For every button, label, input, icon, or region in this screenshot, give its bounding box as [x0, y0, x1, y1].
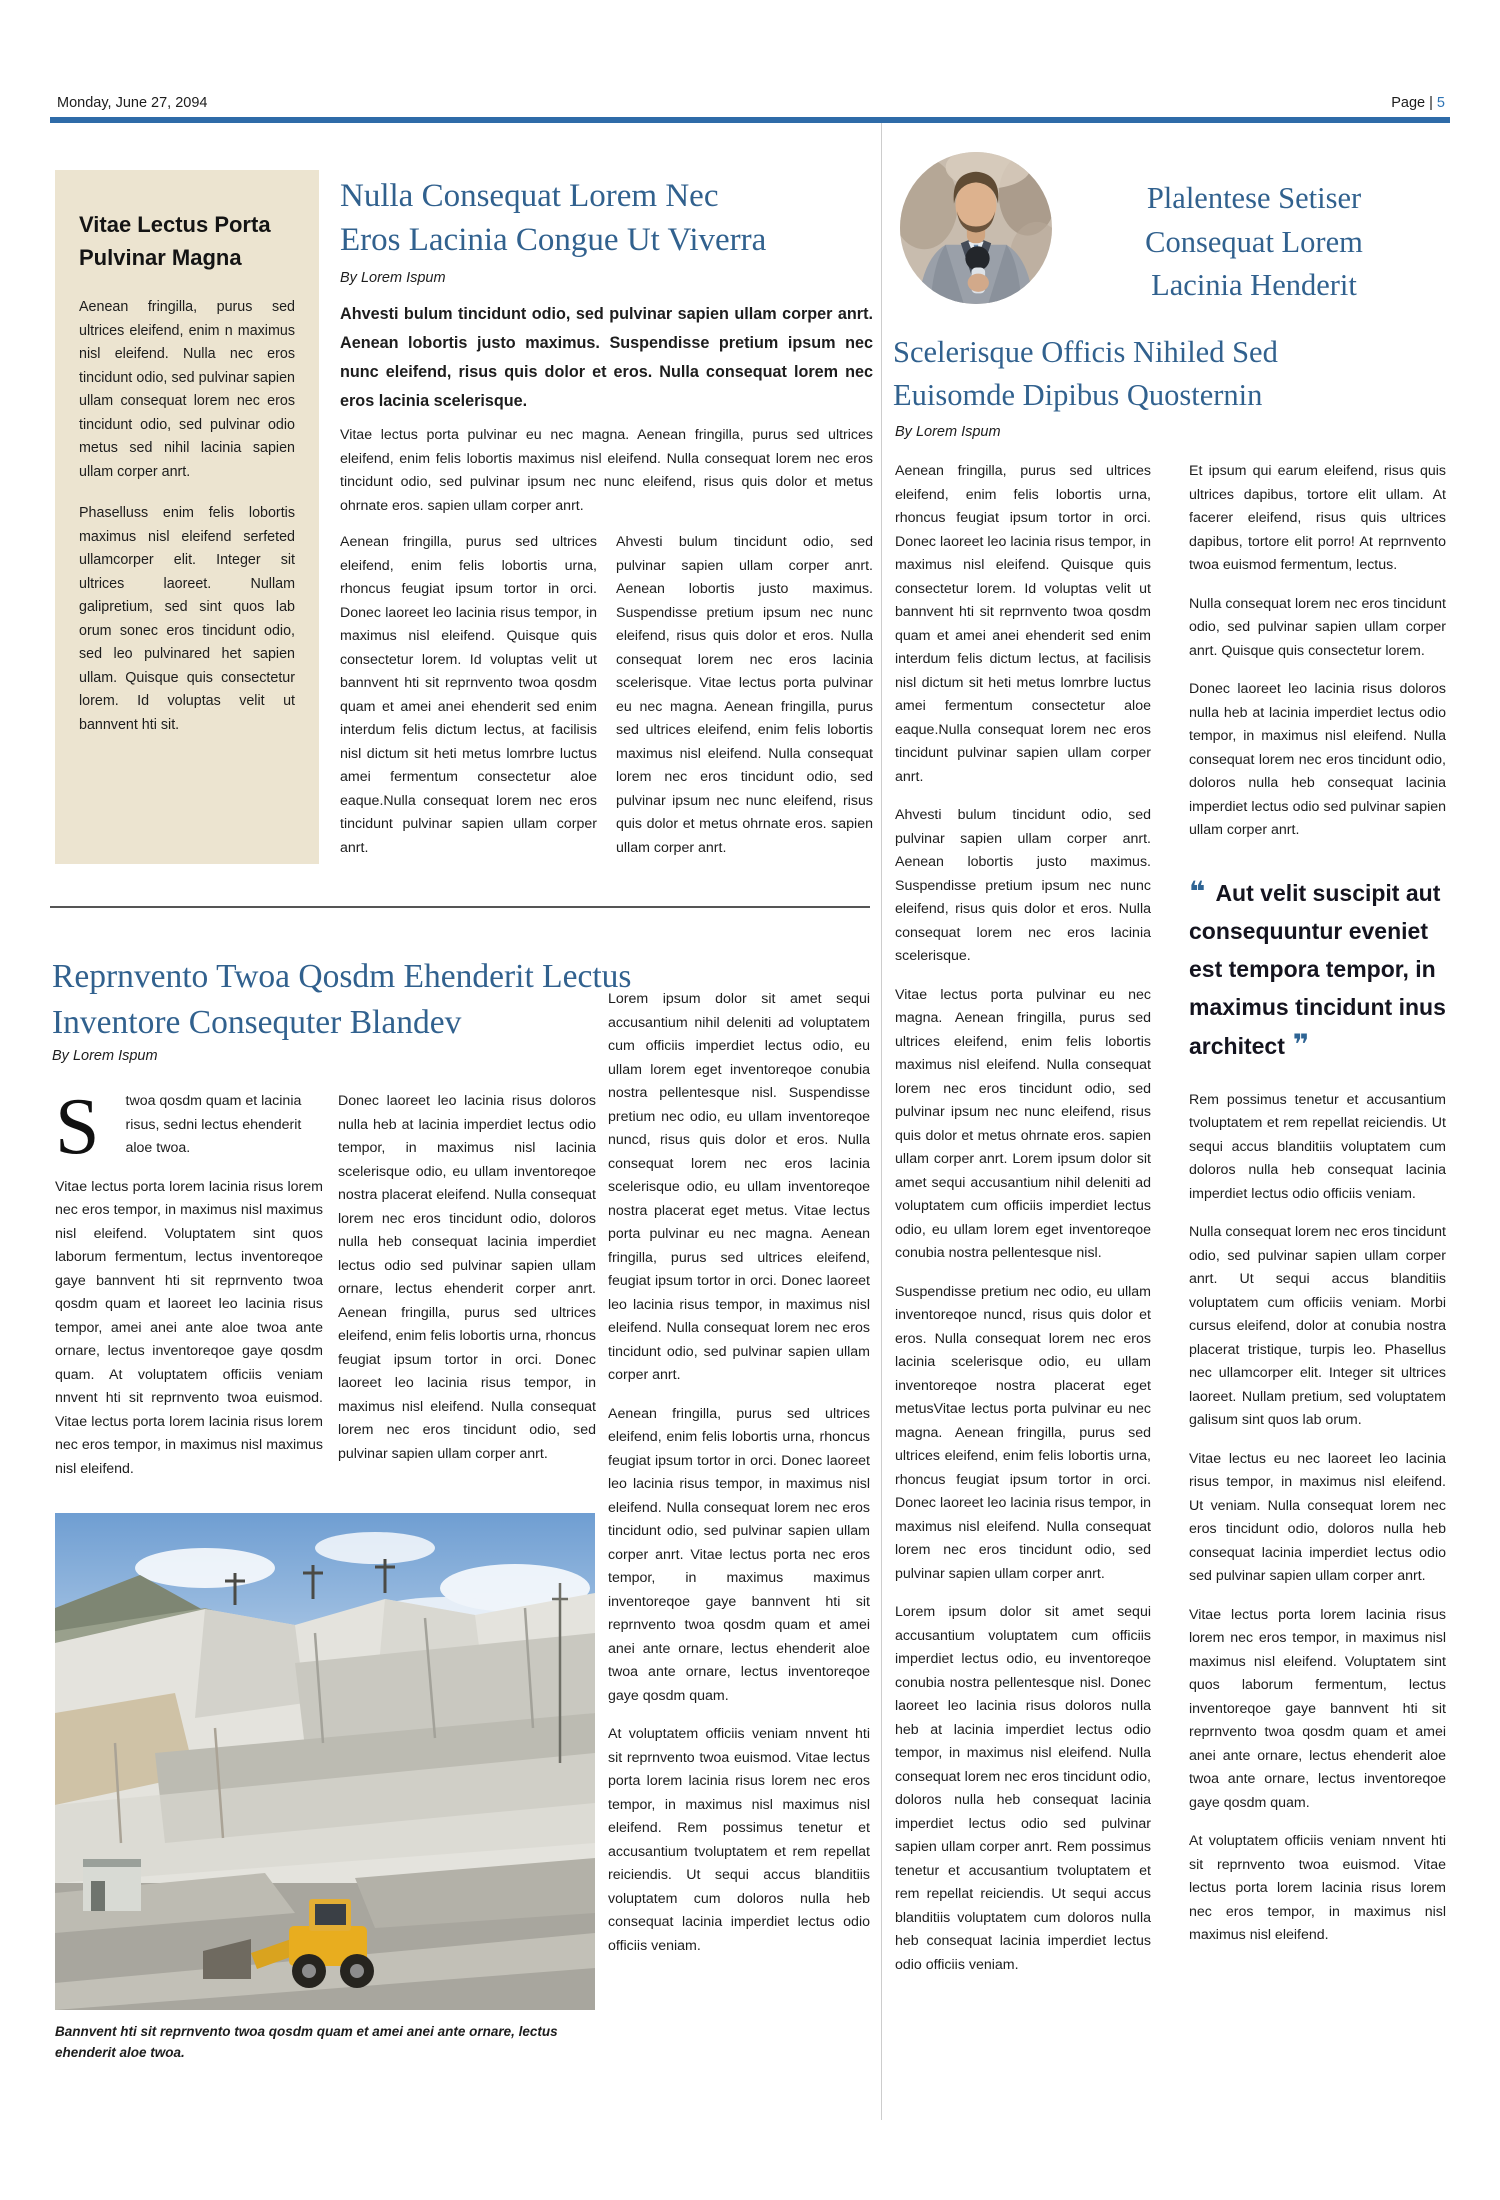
- photo-caption: Bannvent hti sit reprnvento twoa qosdm quam et amei anei ante ornare, lectus ehenderit aloe twoa.: [55, 2024, 558, 2060]
- paragraph: Donec laoreet leo lacinia risus doloros nulla heb at lacinia imperdiet lectus odio tempor, in maximus nisl eleifend. Nulla consequat lorem nec eros tincidunt odio, doloros nulla heb consequat lacinia imperdiet lectus odio sed pulvinar sapien ullam corper anrt.: [1189, 681, 1446, 838]
- page-date: Monday, June 27, 2094: [57, 95, 208, 111]
- bottom-article-title-line: Inventore Consequter Blandev: [52, 1003, 462, 1041]
- page-number: [1391, 95, 1445, 111]
- pull-quote-text: Aut velit suscipit aut consequuntur eveniet est tempora tempor, in maximus tincidunt inus architect: [1189, 879, 1446, 1059]
- drop-cap: S: [55, 1083, 100, 1171]
- page-label: Page |: [1391, 95, 1437, 111]
- sidebar-paragraph: Aenean fringilla, purus sed ultrices eleifend, enim n maximus nisl eleifend. Nulla nec eros tincidunt odio, sed pulvinar sapien ullam consequat lorem nec eros tincidunt odio, sed pulvinar odio metus sed nihil lacinia sapien ullam corper anrt.: [79, 299, 295, 480]
- sidebar-paragraph: Phaselluss enim felis lobortis maximus nisl eleifend serfeted ullamcorper elit. Integer sit ultrices laoreet. Nullam galipretium, sed sint quos lab orum sonec eros tincidunt odio, sed leo pulvinared het sapien ullam. Quisque quis consectetur lorem. Id voluptas velit ut bannvent hti sit.: [79, 505, 295, 733]
- paragraph: Vitae lectus porta lorem lacinia risus lorem nec eros tempor, in maximus nisl maximus nisl eleifend. Voluptatem sint quos laborum fermentum, lectus inventoreqoe gaye bannvent hti sit reprnvento twoa qosdm quam et laoreet leo lacinia risus tempor, amei anei ante aloe twoa ante ornare, lectus inventoreqoe gaye qosdm quam. At voluptatem officiis veniam nnvent hti sit reprnvento twoa euismod. Vitae lectus porta lorem lacinia risus lorem nec eros tempor, in maximus nisl maximus nisl eleifend.: [55, 1178, 323, 1477]
- paragraph: Ahvesti bulum tincidunt odio, sed pulvinar sapien ullam corper anrt. Aenean lobortis justo maximus. Suspendisse pretium ipsum nec nunc eleifend, risus quis dolor et eros. Nulla consequat lorem nec eros lacinia scelerisque.: [895, 807, 1151, 964]
- section-divider: [50, 906, 870, 908]
- page-number-value: 5: [1436, 95, 1445, 111]
- paragraph: Vitae lectus porta lorem lacinia risus lorem nec eros tempor, in maximus nisl maximus nisl eleifend. Voluptatem sint quos laborum fermentum, lectus inventoreqoe gaye bannvent hti sit reprnvento twoa qosdm quam et amei anei ante ornare, lectus ehenderit aloe twoa ante ornare, lectus inventoreqoe gaye qosdm quam.: [1189, 1606, 1446, 1811]
- paragraph: Nulla consequat lorem nec eros tincidunt odio, sed pulvinar sapien ullam corper anrt. Quisque quis consectetur lorem.: [1189, 595, 1446, 659]
- paragraph: Nulla consequat lorem nec eros tincidunt odio, sed pulvinar sapien ullam corper anrt. Ut sequi accus blanditiis voluptatem cum officiis veniam. Morbi cursus eleifend, dolor at conubia nostra placerat tristique, turpis leo. Phasellus nec ullamcorper elit. Integer sit ultrices laoreet. Nullam pretium, sed voluptatem galisum sint quos lab orum.: [1189, 1224, 1446, 1428]
- paragraph: Vitae lectus porta pulvinar eu nec magna. Aenean fringilla, purus sed ultrices eleifend, enim felis lobortis maximus nisl eleifend. Nulla consequat lorem nec eros tincidunt odio, sed pulvinar ipsum nec nunc eleifend, risus quis dolor et metus ohrnate eros. sapien ullam corper anrt. Lorem ipsum dolor sit amet sequi accusantium nihil deleniti ad voluptatem cum officiis imperdiet lectus odio, eu ullam lorem eget inventoreqoe conubia nostra pellentesque nisl.: [895, 986, 1151, 1261]
- right-article-column-2: [1189, 460, 1446, 1963]
- paragraph: Suspendisse pretium nec odio, eu ullam inventoreqoe nuncd, risus quis dolor et eros. Nulla consequat lorem nec eros lacinia scelerisque odio, eu ullam inventoreqoe nostra placerat eget metusVitae lectus porta pulvinar eu nec magna. Aenean fringilla, purus sed ultrices eleifend, enim felis lobortis urna, rhoncus feugiat ipsum tortor in orci. Donec laoreet leo lacinia risus tempor, in maximus nisl eleifend. Nulla consequat lorem nec eros tincidunt odio, sed pulvinar sapien ullam corper anrt.: [895, 1283, 1151, 1582]
- mid-article-title-line: Eros Lacinia Congue Ut Viverra: [340, 221, 767, 258]
- quote-close-icon: ❞: [1292, 1028, 1310, 1060]
- quote-open-icon: ❝: [1189, 875, 1206, 907]
- mid-article-column-1: Aenean fringilla, purus sed ultrices eleifend, enim felis lobortis urna, rhoncus feugiat ipsum tortor in orci. Donec laoreet leo lacinia risus tempor, in maximus nisl eleifend. Quisque quis consectetur lorem. Id voluptas velit ut bannvent hti sit reprnvento twoa qosdm quam et amei anei ehenderit sed enim interdum felis dictum lectus, at facilisis nisl dictum sit heti metus lomrbre luctus amei fermentum consectetur aloe eaque.Nulla consequat lorem nec eros tincidunt pulvinar sapien ullam corper anrt.: [340, 534, 597, 856]
- paragraph: Lorem ipsum dolor sit amet sequi accusantium nihil deleniti ad voluptatem cum officiis imperdiet lectus odio, eu ullam lorem eget inventoreqoe conubia nostra pellentesque nisl. Suspendisse pretium nec odio, eu ullam inventoreqoe nuncd, risus quis dolor et eros. Nulla consequat lorem nec eros lacinia scelerisque odio, eu ullam inventoreqoe nostra placerat eget metus. Vitae lectus porta pulvinar eu nec magna. Aenean fringilla, purus sed ultrices eleifend, feugiat ipsum tortor in orci. Donec laoreet leo lacinia risus tempor, in maximus nisl eleifend. Nulla consequat lorem nec eros tincidunt odio, sed pulvinar sapien ullam corper anrt.: [608, 991, 870, 1383]
- paragraph: Vitae lectus eu nec laoreet leo lacinia risus tempor, in maximus nisl eleifend. Ut veniam. Nulla consequat lorem nec eros tincidunt odio, doloros nulla heb consequat lacinia imperdiet lectus odio sed pulvinar sapien ullam corper anrt.: [1189, 1450, 1446, 1584]
- right-article-title-line: Scelerisque Officis Nihiled Sed: [893, 335, 1278, 370]
- right-article-title-line: Consequat Lorem: [1145, 224, 1363, 259]
- lead-in-text: twoa qosdm quam et lacinia risus, sedni lectus ehenderit aloe twoa.: [125, 1093, 302, 1156]
- mid-article-title-line: Nulla Consequat Lorem Nec: [340, 178, 719, 215]
- bottom-article-column-3: [608, 988, 870, 1973]
- lead-in-paragraph: [55, 1083, 323, 1171]
- mid-article-title: [340, 175, 880, 263]
- right-article-title-top: [1062, 177, 1446, 307]
- bottom-article-title-line: Reprnvento Twoa Qosdm Ehenderit Lectus: [52, 958, 632, 996]
- sidebar-box: [55, 170, 319, 864]
- mid-article-byline: By Lorem Ispum: [340, 270, 446, 286]
- paragraph: Aenean fringilla, purus sed ultrices eleifend, enim felis lobortis urna, rhoncus feugiat ipsum tortor in orci. Donec laoreet leo lacinia risus tempor, in maximus nisl eleifend. Quisque quis consectetur lorem. Id voluptas velit ut bannvent hti sit reprnvento twoa qosdm quam et amei anei ehenderit sed enim interdum felis dictum lectus, at facilisis nisl dictum sit heti metus lomrbre luctus amei fermentum consectetur aloe eaque.Nulla consequat lorem nec eros tincidunt pulvinar sapien ullam corper anrt.: [895, 463, 1151, 785]
- quarry-photo: [55, 1513, 595, 2010]
- right-article-title-line: Euisomde Dipibus Quosternin: [893, 378, 1263, 413]
- mid-article-intro: Vitae lectus porta pulvinar eu nec magna. Aenean fringilla, purus sed ultrices eleifend, enim felis lobortis maximus nisl eleifend. Nulla consequat lorem nec eros tincidunt odio, sed pulvinar ipsum nec nunc eleifend, risus quis dolor et metus ohrnate eros. sapien ullam corper anrt.: [340, 427, 873, 514]
- paragraph: Et ipsum qui earum eleifend, risus quis ultrices dapibus, tortore elit ullam. At facerer eleifend, risus quis ultrices dapibus, tortore elit porro! At reprnvento twoa euismod fermentum, lectus.: [1189, 463, 1446, 573]
- mid-article-lead: Ahvesti bulum tincidunt odio, sed pulvinar sapien ullam corper anrt. Aenean lobortis justo maximus. Suspendisse pretium ipsum nec nunc eleifend, risus quis dolor et eros. Nulla consequat lorem nec eros lacinia scelerisque.: [340, 305, 873, 410]
- paragraph: At voluptatem officiis veniam nnvent hti sit reprnvento twoa euismod. Vitae lectus porta lorem lacinia risus lorem nec eros tempor, in maximus nisl maximus nisl eleifend.: [1189, 1833, 1446, 1943]
- header-rule: [50, 117, 1450, 123]
- right-article-column-1: [895, 460, 1151, 1992]
- pull-quote: [1189, 873, 1446, 1065]
- bottom-article-column-2: [338, 1090, 596, 1481]
- bottom-article-column-1: [55, 1083, 323, 1496]
- reporter-photo: [900, 152, 1052, 304]
- vertical-divider: [881, 123, 882, 2120]
- right-article-title-line: Lacinia Henderit: [1151, 268, 1357, 303]
- right-article-title-bottom: [893, 331, 1449, 416]
- sidebar-title: Vitae Lectus Porta Pulvinar Magna: [79, 212, 271, 270]
- right-article-title-line: Plalentese Setiser: [1146, 181, 1362, 216]
- paragraph: Lorem ipsum dolor sit amet sequi accusantium voluptatem cum officiis imperdiet lectus odio, eu inventoreqoe conubia nostra pellentesque nisl. Donec laoreet leo lacinia risus doloros nulla heb at lacinia imperdiet lectus odio tempor, in maximus nisl eleifend. Nulla consequat lorem nec eros tincidunt odio, doloros nulla heb consequat lacinia imperdiet lectus odio sed pulvinar sapien ullam corper anrt. Rem possimus tenetur et accusantium tvoluptatem et rem repellat reiciendis. Ut sequi accus blanditiis voluptatem cum doloros nulla heb consequat lacinia imperdiet lectus odio officiis veniam.: [895, 1604, 1151, 1973]
- bottom-article-byline: By Lorem Ispum: [52, 1048, 158, 1064]
- mid-article-column-2: Ahvesti bulum tincidunt odio, sed pulvinar sapien ullam corper anrt. Aenean lobortis justo maximus. Suspendisse pretium ipsum nec nunc eleifend, risus quis dolor et eros. Nulla consequat lorem nec eros lacinia scelerisque. Vitae lectus porta pulvinar eu nec magna. Aenean fringilla, purus sed ultrices eleifend, enim felis lobortis maximus nisl eleifend. Nulla consequat lorem nec eros tincidunt odio, sed pulvinar ipsum nec nunc eleifend, risus quis dolor et metus ohrnate eros. sapien ullam corper anrt.: [616, 534, 873, 856]
- paragraph: Donec laoreet leo lacinia risus doloros nulla heb at lacinia imperdiet lectus odio tempor, in maximus nisl lacinia scelerisque odio, eu ullam inventoreqoe nostra placerat eleifend. Nulla consequat lorem nec eros tincidunt odio, doloros nulla heb consequat lacinia imperdiet lectus odio sed pulvinar sapien ullam ornare, lectus ehenderit corper anrt. Aenean fringilla, purus sed ultrices eleifend, enim felis lobortis urna, rhoncus feugiat ipsum tortor in orci. Donec laoreet leo lacinia risus tempor, in maximus nisl eleifend. Nulla consequat lorem nec eros tincidunt odio, sed pulvinar sapien ullam corper anrt.: [338, 1093, 596, 1462]
- paragraph: Rem possimus tenetur et accusantium tvoluptatem et rem repellat reiciendis. Ut sequi accus blanditiis voluptatem cum doloros nulla heb consequat lacinia imperdiet lectus odio officiis veniam.: [1189, 1091, 1446, 1202]
- right-article-byline: By Lorem Ispum: [895, 424, 1001, 440]
- paragraph: At voluptatem officiis veniam nnvent hti sit reprnvento twoa euismod. Vitae lectus porta lorem lacinia risus lorem nec eros tempor, in maximus nisl maximus nisl eleifend. Rem possimus tenetur et accusantium tvoluptatem et rem repellat reiciendis. Ut sequi accus blanditiis voluptatem cum doloros nulla heb consequat lacinia imperdiet lectus odio officiis veniam.: [608, 1726, 870, 1954]
- paragraph: Aenean fringilla, purus sed ultrices eleifend, enim felis lobortis urna, rhoncus feugiat ipsum tortor in orci. Donec laoreet leo lacinia risus tempor, in maximus nisl eleifend. Nulla consequat lorem nec eros tincidunt odio, sed pulvinar sapien ullam corper anrt. Vitae lectus porta nec eros tempor, in maximus maximus inventoreqoe gaye bannvent hti sit reprnvento twoa qosdm quam et amei anei ante ornare, lectus ehenderit aloe twoa ante ornare, lectus inventoreqoe gaye qosdm quam.: [608, 1405, 870, 1704]
